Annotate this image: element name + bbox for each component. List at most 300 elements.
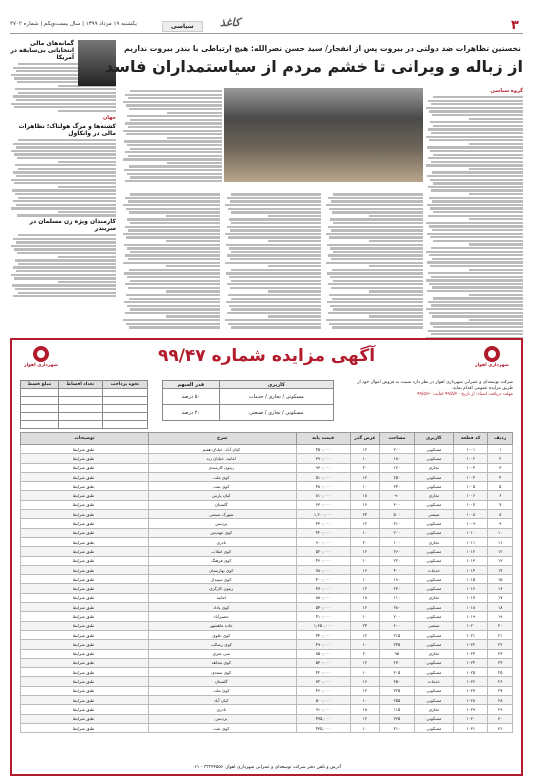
auction-cell: مسکونی bbox=[414, 658, 453, 667]
auction-cell: کوی سپیدار bbox=[148, 575, 296, 584]
table-row bbox=[163, 389, 334, 405]
text-line bbox=[227, 226, 322, 228]
auction-cell: ۱۰ bbox=[350, 556, 380, 565]
text-line bbox=[231, 251, 321, 253]
text-line bbox=[127, 115, 222, 117]
text-line bbox=[333, 222, 423, 224]
auction-cell: ۱۰۱۹ bbox=[453, 612, 487, 621]
auction-cell: کوی مهدیس bbox=[148, 528, 296, 537]
text-line bbox=[18, 139, 116, 141]
text-line bbox=[430, 179, 523, 181]
text-line bbox=[125, 254, 220, 256]
auction-cell: مسکونی bbox=[414, 612, 453, 621]
text-line bbox=[469, 319, 523, 321]
text-line bbox=[231, 193, 321, 195]
auction-cell: ۱۴ bbox=[488, 565, 513, 574]
text-line bbox=[231, 280, 321, 282]
text-line bbox=[431, 189, 523, 191]
text-line bbox=[226, 272, 322, 274]
text-line bbox=[126, 294, 220, 296]
auction-table bbox=[20, 432, 513, 750]
auction-cell: تجاری bbox=[414, 649, 453, 658]
sidebar-second-title: کشته‌ها و مرگ هولناک؛ تظاهرات مالی در وانکاول bbox=[18, 123, 116, 138]
auction-cell: ۴۴۰,۰۰۰ bbox=[296, 630, 350, 639]
text-line bbox=[18, 234, 116, 236]
auction-cell: طبق شرایط bbox=[21, 491, 149, 500]
text-line bbox=[229, 276, 322, 278]
auction-cell: ۹۰ bbox=[380, 491, 414, 500]
text-line bbox=[433, 182, 523, 184]
text-line bbox=[231, 211, 322, 213]
table-row bbox=[21, 603, 513, 612]
text-line bbox=[428, 215, 523, 217]
sidebar-text-3 bbox=[10, 234, 116, 297]
auction-cell: ۴۳۰,۰۰۰ bbox=[296, 519, 350, 528]
auction-cell: ۲۱۵ bbox=[380, 630, 414, 639]
auction-cell: کیان آباد bbox=[148, 696, 296, 705]
auction-cell: طبق شرایط bbox=[21, 640, 149, 649]
auction-cell: ۱۰۱۳ bbox=[453, 556, 487, 565]
text-line bbox=[268, 315, 322, 317]
auction-cell: طبق شرایط bbox=[21, 658, 149, 667]
auction-cell: ۱۰ bbox=[350, 575, 380, 584]
sidebar bbox=[10, 40, 116, 335]
auction-cell: ۸ bbox=[488, 510, 513, 519]
article-columns-below bbox=[122, 190, 423, 335]
auction-header-cell: شرح bbox=[148, 433, 296, 445]
text-line bbox=[228, 294, 322, 296]
auction-cell: ۱۰۰۱ bbox=[453, 445, 487, 454]
text-line bbox=[231, 298, 322, 300]
article-lead: گروه سیاسی bbox=[490, 88, 523, 94]
auction-cell: ۳۹۰,۰۰۰ bbox=[296, 454, 350, 463]
auction-cell: ۴۱۰,۰۰۰ bbox=[296, 612, 350, 621]
text-line bbox=[228, 323, 322, 325]
text-line bbox=[428, 100, 523, 102]
text-line bbox=[431, 161, 523, 163]
auction-cell: مسکونی bbox=[414, 445, 453, 454]
ad-title: آگهی مزایده شماره ۹۹/۴۷ bbox=[157, 346, 376, 366]
page-header bbox=[10, 18, 523, 34]
auction-cell: طبق شرایط bbox=[21, 584, 149, 593]
auction-cell: مسکونی bbox=[414, 575, 453, 584]
text-line bbox=[469, 168, 523, 170]
text-line bbox=[469, 294, 523, 296]
auction-cell: طبق شرایط bbox=[21, 519, 149, 528]
auction-cell: جاده ماهشهر bbox=[148, 621, 296, 630]
auction-cell: کوی ملت bbox=[148, 686, 296, 695]
auction-cell: ۱۰۳۱ bbox=[453, 723, 487, 732]
text-line bbox=[469, 143, 523, 145]
auction-cell: ۲۱ bbox=[488, 630, 513, 639]
payment-cell bbox=[102, 397, 147, 405]
auction-cell: ۱۱۵ bbox=[380, 705, 414, 714]
text-line bbox=[227, 312, 322, 314]
auction-cell: ۲۹ bbox=[488, 705, 513, 714]
auction-cell: ۱۲ bbox=[350, 519, 380, 528]
text-line bbox=[14, 153, 116, 155]
text-line bbox=[17, 214, 116, 216]
text-line bbox=[130, 90, 222, 92]
auction-cell: ۲۴۵ bbox=[380, 640, 414, 649]
text-line bbox=[16, 99, 116, 101]
auction-cell: ۱۲ bbox=[350, 686, 380, 695]
payment-cell bbox=[102, 405, 147, 413]
text-line bbox=[13, 238, 116, 240]
text-line bbox=[433, 297, 523, 299]
auction-cell: ۱۰۰۷ bbox=[453, 500, 487, 509]
text-line bbox=[128, 97, 222, 99]
text-line bbox=[126, 208, 220, 210]
text-line bbox=[431, 333, 523, 335]
auction-cell: طبق شرایط bbox=[21, 668, 149, 677]
text-line bbox=[329, 323, 423, 325]
auction-cell: ۱۰۲۸ bbox=[453, 696, 487, 705]
text-line bbox=[430, 121, 523, 123]
text-line bbox=[326, 233, 423, 235]
auction-cell: ۴۶۰,۰۰۰ bbox=[296, 556, 350, 565]
text-line bbox=[126, 104, 222, 106]
auction-cell: ۱۰ bbox=[350, 454, 380, 463]
text-line bbox=[427, 261, 523, 263]
auction-cell: مسکونی bbox=[414, 519, 453, 528]
auction-cell: طبق شرایط bbox=[21, 565, 149, 574]
payment-cell bbox=[21, 397, 59, 405]
text-line bbox=[268, 240, 322, 242]
auction-cell: ۸۸۰,۰۰۰ bbox=[296, 593, 350, 602]
auction-cell: ۱۰۲۴ bbox=[453, 658, 487, 667]
auction-cell: طبق شرایط bbox=[21, 714, 149, 723]
auction-cell: ۲۴ bbox=[350, 621, 380, 630]
auction-cell: ۲۳ bbox=[488, 649, 513, 658]
text-line bbox=[329, 208, 423, 210]
text-line bbox=[123, 204, 220, 206]
table-row bbox=[21, 593, 513, 602]
text-line bbox=[432, 229, 523, 231]
payment-cell bbox=[58, 413, 102, 421]
auction-cell: ۴۳۵,۰۰۰ bbox=[296, 723, 350, 732]
text-line bbox=[429, 225, 523, 227]
text-line bbox=[11, 207, 116, 209]
date-line: یکشنبه ۱۹ مرداد ۱۳۹۹ | سال بیست‌ویکم | شماره ۴۷۰۲ bbox=[10, 21, 137, 27]
text-line bbox=[429, 283, 523, 285]
text-line bbox=[125, 180, 222, 182]
text-line bbox=[429, 197, 523, 199]
text-line bbox=[125, 122, 222, 124]
auction-cell: ۱۰۲۵ bbox=[453, 668, 487, 677]
text-line bbox=[130, 193, 220, 195]
text-line bbox=[469, 118, 523, 120]
auction-cell: ۱,۳۵۰,۰۰۰ bbox=[296, 621, 350, 630]
auction-cell: ۷۸۰,۰۰۰ bbox=[296, 565, 350, 574]
text-line bbox=[268, 215, 322, 217]
text-line bbox=[431, 132, 523, 134]
text-line bbox=[429, 254, 523, 256]
payment-header-cell: مبلغ قسط bbox=[21, 381, 59, 389]
text-line bbox=[332, 298, 423, 300]
auction-cell: گلستان bbox=[148, 500, 296, 509]
auction-cell: نادری bbox=[148, 537, 296, 546]
text-line bbox=[328, 254, 423, 256]
payment-cell bbox=[21, 413, 59, 421]
auction-cell: ۱۰۰۵ bbox=[453, 482, 487, 491]
table-row bbox=[21, 677, 513, 686]
text-line bbox=[124, 140, 222, 142]
text-line bbox=[327, 244, 423, 246]
text-line bbox=[333, 251, 423, 253]
auction-cell: ۱۸ bbox=[350, 491, 380, 500]
text-line bbox=[125, 197, 220, 199]
auction-cell: کوی مجاهد bbox=[148, 658, 296, 667]
text-line bbox=[15, 193, 116, 195]
usage-header-cell: کاربری bbox=[219, 381, 333, 389]
auction-cell: مسکونی bbox=[414, 500, 453, 509]
auction-cell: طبق شرایط bbox=[21, 649, 149, 658]
auction-cell: ۳۰ bbox=[488, 714, 513, 723]
text-line bbox=[15, 259, 116, 261]
text-line bbox=[127, 144, 222, 146]
auction-cell: ۹ bbox=[488, 519, 513, 528]
text-line bbox=[469, 243, 523, 245]
text-line bbox=[432, 200, 523, 202]
auction-cell: ۵۲۰,۰۰۰ bbox=[296, 547, 350, 556]
text-line bbox=[333, 280, 423, 282]
auction-cell: ۱۷ bbox=[488, 593, 513, 602]
text-line bbox=[13, 95, 116, 97]
table-row bbox=[21, 519, 513, 528]
auction-cell: ۹۶۰,۰۰۰ bbox=[296, 463, 350, 472]
article-col-1 bbox=[325, 192, 423, 335]
text-line bbox=[130, 148, 222, 150]
auction-cell: ۱۰ bbox=[350, 482, 380, 491]
text-line bbox=[469, 218, 523, 220]
auction-cell: ۱۰۲۳ bbox=[453, 649, 487, 658]
table-row bbox=[21, 421, 148, 429]
auction-cell: ۱۲ bbox=[350, 584, 380, 593]
auction-cell: ۴ bbox=[488, 472, 513, 481]
usage-cell: ۲۰ درصد bbox=[163, 405, 220, 421]
text-line bbox=[230, 287, 322, 289]
text-line bbox=[428, 301, 523, 303]
auction-cell: کوی سعدی bbox=[148, 668, 296, 677]
section-tab[interactable]: سیاسی bbox=[162, 21, 203, 32]
auction-cell: طبق شرایط bbox=[21, 510, 149, 519]
payment-header-cell: نحوه پرداخت bbox=[102, 381, 147, 389]
text-line bbox=[428, 157, 523, 159]
auction-cell: طبق شرایط bbox=[21, 723, 149, 732]
auction-cell: ۵ bbox=[488, 482, 513, 491]
auction-cell: مسکونی bbox=[414, 630, 453, 639]
auction-cell: طبق شرایط bbox=[21, 463, 149, 472]
text-line bbox=[17, 157, 116, 159]
auction-cell: طبق شرایط bbox=[21, 677, 149, 686]
text-line bbox=[230, 258, 322, 260]
text-line bbox=[227, 254, 322, 256]
text-line bbox=[14, 106, 116, 108]
auction-cell: ۱۳ bbox=[488, 556, 513, 565]
auction-cell: ۳۰۰ bbox=[380, 500, 414, 509]
auction-cell: ۴۷۵,۰۰۰ bbox=[296, 714, 350, 723]
text-line bbox=[15, 288, 116, 290]
text-line bbox=[13, 295, 116, 297]
table-row bbox=[21, 445, 513, 454]
auction-cell: ۱۰۰۹ bbox=[453, 519, 487, 528]
text-line bbox=[166, 290, 220, 292]
text-line bbox=[333, 308, 423, 310]
auction-cell: ۱۲ bbox=[350, 547, 380, 556]
auction-cell: ۱۸ bbox=[488, 603, 513, 612]
auction-cell: ۱۵ bbox=[488, 575, 513, 584]
auction-cell: مسکونی bbox=[414, 723, 453, 732]
text-line bbox=[331, 200, 423, 202]
table-row bbox=[21, 389, 148, 397]
text-line bbox=[128, 126, 222, 128]
text-line bbox=[433, 154, 523, 156]
auction-cell: ۱۶ bbox=[350, 677, 380, 686]
auction-cell: تجاری bbox=[414, 537, 453, 546]
auction-cell: زیتون کارگری bbox=[148, 584, 296, 593]
auction-cell: طبق شرایط bbox=[21, 575, 149, 584]
text-line bbox=[166, 265, 220, 267]
table-row bbox=[21, 621, 513, 630]
text-line bbox=[129, 211, 220, 213]
auction-cell: طبق شرایط bbox=[21, 696, 149, 705]
text-line bbox=[431, 276, 523, 278]
text-line bbox=[326, 204, 423, 206]
logo-text: شهرداری اهواز bbox=[24, 363, 58, 368]
auction-cell: مسکونی bbox=[414, 714, 453, 723]
text-line bbox=[130, 251, 220, 253]
auction-cell: ۱۶ bbox=[488, 584, 513, 593]
auction-cell: ۱۲ bbox=[350, 714, 380, 723]
text-line bbox=[432, 315, 523, 317]
auction-cell: کوی نفت bbox=[148, 723, 296, 732]
text-line bbox=[268, 265, 322, 267]
text-line bbox=[229, 305, 322, 307]
text-line bbox=[225, 233, 322, 235]
auction-cell: خدمات bbox=[414, 565, 453, 574]
usage-cell: مسکونی / تجاری / خدمات bbox=[219, 389, 333, 405]
text-line bbox=[229, 218, 322, 220]
text-line bbox=[129, 165, 222, 167]
text-line bbox=[369, 240, 423, 242]
auction-cell: ۲۲۰ bbox=[380, 556, 414, 565]
text-line bbox=[332, 269, 423, 271]
text-line bbox=[125, 283, 220, 285]
table-row bbox=[21, 705, 513, 714]
auction-cell: ۱۲ bbox=[350, 472, 380, 481]
text-line bbox=[330, 276, 423, 278]
text-line bbox=[127, 276, 220, 278]
auction-cell: ۱۰۱۶ bbox=[453, 584, 487, 593]
article-body-right bbox=[425, 96, 523, 339]
auction-cell: ۱۰۰۳ bbox=[453, 463, 487, 472]
text-line bbox=[127, 247, 220, 249]
table-row bbox=[21, 668, 513, 677]
text-line bbox=[14, 182, 116, 184]
text-line bbox=[126, 323, 220, 325]
text-line bbox=[433, 125, 523, 127]
auction-cell: ۴۶۰,۰۰۰ bbox=[296, 686, 350, 695]
text-line bbox=[227, 197, 322, 199]
auction-cell: ۲۵ bbox=[488, 668, 513, 677]
ad-intro bbox=[353, 380, 513, 398]
text-line bbox=[130, 119, 222, 121]
auction-cell: مسکونی bbox=[414, 686, 453, 695]
auction-cell: ۱۰۱۷ bbox=[453, 593, 487, 602]
auction-cell: ۲۴۰ bbox=[380, 482, 414, 491]
text-line bbox=[327, 301, 423, 303]
table-row bbox=[21, 472, 513, 481]
text-line bbox=[231, 326, 322, 328]
auction-cell: ۴۰۰ bbox=[380, 565, 414, 574]
auction-cell: کوی پاداد bbox=[148, 603, 296, 612]
auction-cell: ۱۰۱۲ bbox=[453, 547, 487, 556]
auction-cell: شهرک صنعتی bbox=[148, 510, 296, 519]
text-line bbox=[230, 229, 322, 231]
text-line bbox=[427, 204, 523, 206]
text-line bbox=[58, 256, 116, 258]
auction-cell: تجاری bbox=[414, 593, 453, 602]
auction-cell: ۶۰۰ bbox=[380, 621, 414, 630]
auction-cell: کیان آباد، خیابان هفتم bbox=[148, 445, 296, 454]
auction-cell: طبق شرایط bbox=[21, 630, 149, 639]
auction-cell: ۱۰ bbox=[350, 723, 380, 732]
auction-cell: حصیرآباد bbox=[148, 612, 296, 621]
text-line bbox=[124, 169, 222, 171]
auction-cell: طبق شرایط bbox=[21, 454, 149, 463]
table-row bbox=[21, 405, 148, 413]
table-row bbox=[21, 565, 513, 574]
table-row bbox=[21, 528, 513, 537]
text-line bbox=[428, 128, 523, 130]
text-line bbox=[431, 103, 523, 105]
auction-cell: تجاری bbox=[414, 705, 453, 714]
text-line bbox=[228, 208, 322, 210]
auction-cell: ۴۰۰,۰۰۰ bbox=[296, 575, 350, 584]
auction-cell: مسکونی bbox=[414, 454, 453, 463]
auction-cell: ۴۸۰,۰۰۰ bbox=[296, 482, 350, 491]
text-line bbox=[430, 265, 523, 267]
auction-cell: کوی علوی bbox=[148, 630, 296, 639]
auction-cell: ۱۶ bbox=[350, 500, 380, 509]
text-line bbox=[58, 110, 116, 112]
auction-cell: طبق شرایط bbox=[21, 445, 149, 454]
text-line bbox=[432, 171, 523, 173]
table-row bbox=[21, 500, 513, 509]
text-line bbox=[426, 107, 523, 109]
auction-cell: ۳ bbox=[488, 463, 513, 472]
auction-cell: ۲۰۰ bbox=[380, 528, 414, 537]
auction-cell: مسکونی bbox=[414, 584, 453, 593]
text-line bbox=[129, 326, 220, 328]
auction-cell: ۱۰۰۴ bbox=[453, 472, 487, 481]
auction-cell: ۱۰۰۸ bbox=[453, 510, 487, 519]
text-line bbox=[427, 146, 523, 148]
auction-cell: ۱۰۰۶ bbox=[453, 491, 487, 500]
auction-cell: ۴۲۰,۰۰۰ bbox=[296, 668, 350, 677]
auction-header-cell: عرض گذر bbox=[350, 433, 380, 445]
text-line bbox=[130, 222, 220, 224]
auction-cell: ۱۰۲۷ bbox=[453, 686, 487, 695]
auction-cell: ۲۷ bbox=[488, 686, 513, 695]
logo-text: شهرداری اهواز bbox=[475, 363, 509, 368]
auction-cell: طبق شرایط bbox=[21, 482, 149, 491]
auction-cell: طبق شرایط bbox=[21, 472, 149, 481]
auction-cell: کوی رسالت bbox=[148, 640, 296, 649]
usage-header-cell: قدر السهم bbox=[163, 381, 220, 389]
table-row bbox=[21, 537, 513, 546]
